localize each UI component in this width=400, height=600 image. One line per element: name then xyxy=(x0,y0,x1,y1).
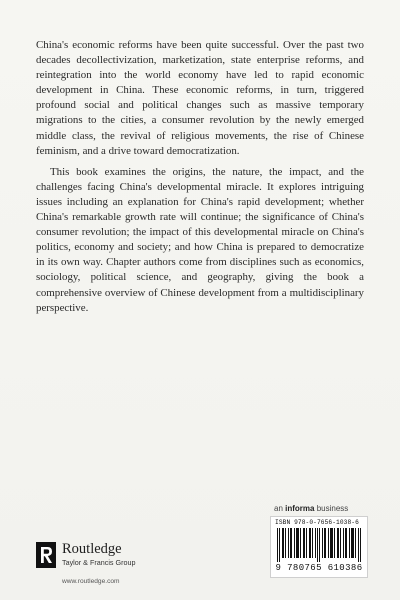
tagline-suffix: business xyxy=(314,504,349,513)
blurb xyxy=(36,38,364,316)
barcode-number: 9 780765 610386 xyxy=(275,563,363,573)
tagline-prefix: an xyxy=(274,504,286,513)
publisher-group: Taylor & Francis Group xyxy=(62,558,136,567)
isbn-label: ISBN 978-0-7656-1038-6 xyxy=(275,519,359,526)
informa-tagline xyxy=(274,504,400,513)
tagline-brand: informa xyxy=(285,504,315,513)
barcode-bars xyxy=(277,528,361,562)
publisher-name: Routledge xyxy=(62,541,122,557)
publisher-website: www.routledge.com xyxy=(62,578,120,585)
barcode xyxy=(270,516,368,578)
blurb-paragraph-1: China's economic reforms have been quite successful. Over the past two decades decollectivization, marketization, state enterprise reforms, and reintegration into the world economy have led to rapid economic development in China. These economic reforms, in turn, triggered profound social and political changes such as massive temporary migrations to the cities, a consumer revolution by the newly emerged middle class, the revival of religious movements, the rise of Chinese feminism, and a drive toward democratization. xyxy=(36,39,364,157)
blurb-paragraph-2: This book examines the origins, the nature, the impact, and the challenges facing China's developmental miracle. It explores intriguing issues including an explanation for China's rapid development; whether China's remarkable growth rate will continue; the significance of China's consumer revolution; the impact of this developmental miracle on China's politics, economy and society; and how China is prepared to democratize in its own way. Chapter authors come from disciplines such as economics, sociology, political science, and geography, giving the book a comprehensive overview of Chinese development from a multidisciplinary perspective. xyxy=(36,165,364,314)
routledge-r-logo-icon xyxy=(36,542,56,568)
